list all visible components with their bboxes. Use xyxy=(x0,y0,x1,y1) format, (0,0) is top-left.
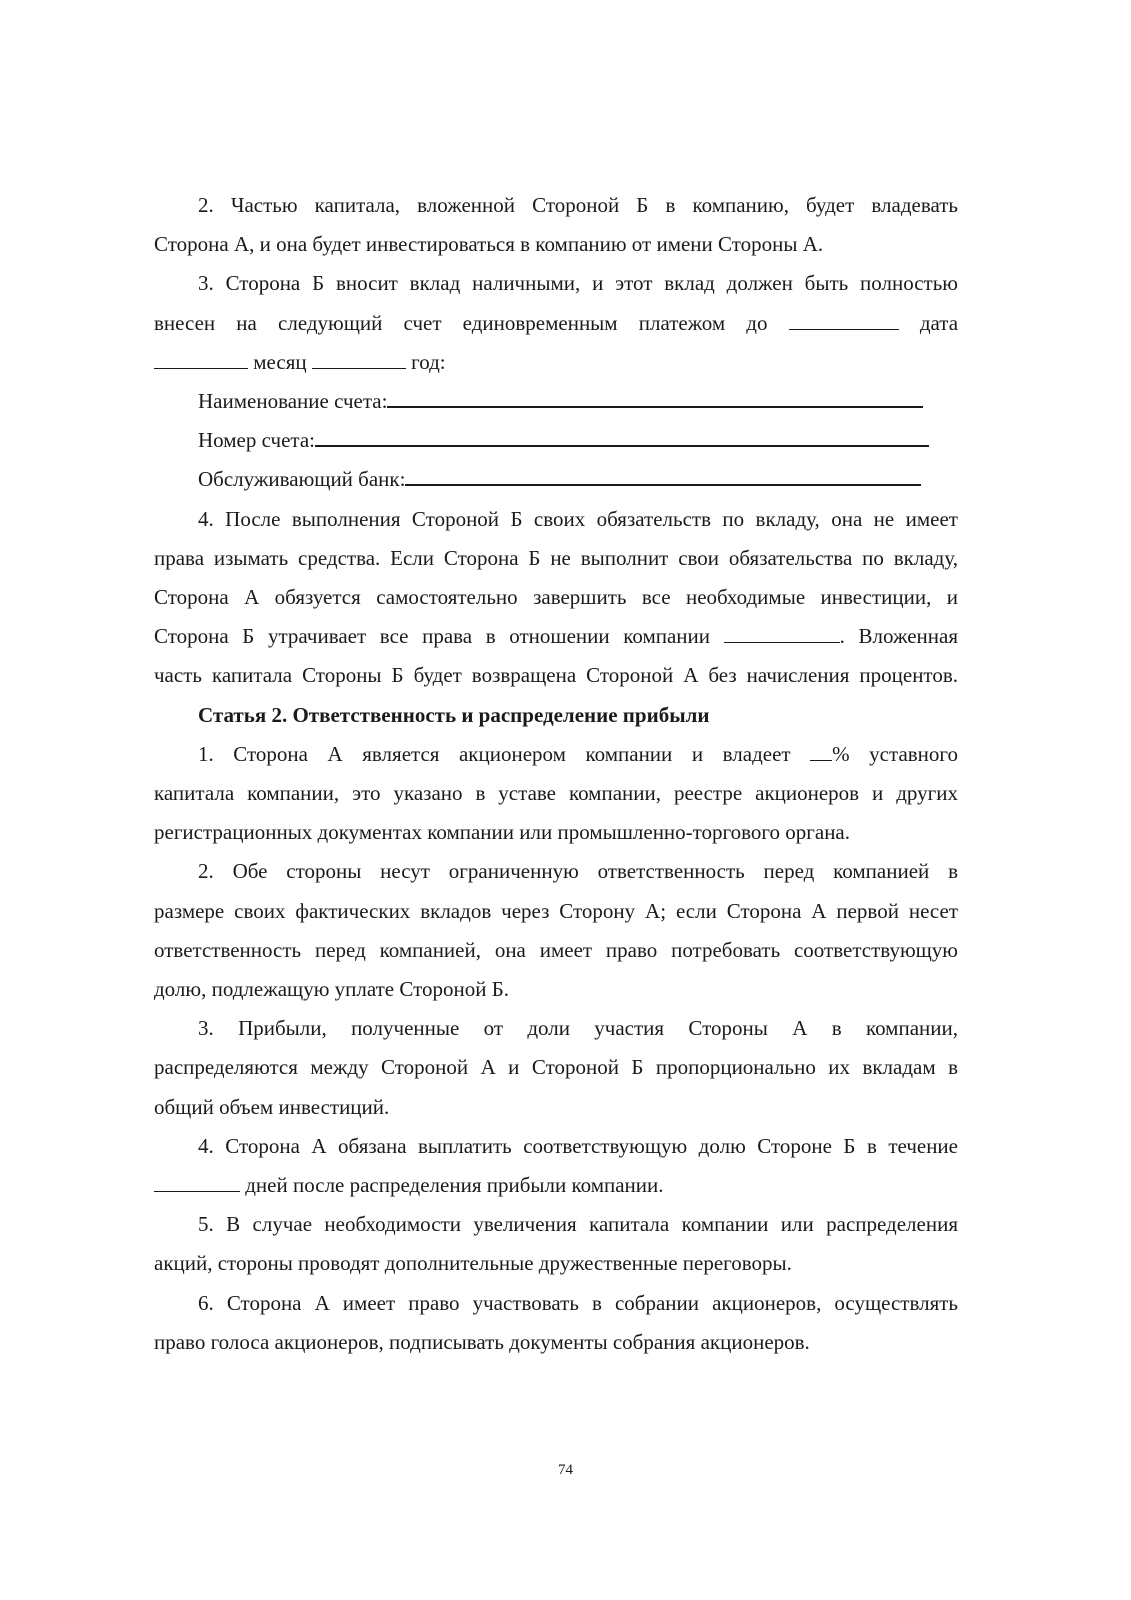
document-body xyxy=(154,186,958,1362)
clause-2-4-line-1: 4. Сторона А обязана выплатить соответствующую долю Стороне Б в течение xyxy=(198,1133,958,1158)
clause-2-2-line-4: долю, подлежащую уплате Стороной Б. xyxy=(154,977,510,1002)
clause-2-1-text: 1. Сторона А является акционером компании и владеет xyxy=(198,741,791,766)
company-name-blank xyxy=(724,622,840,643)
clause-2-2-line-3: ответственность перед компанией, она имеет право потребовать соответствующую xyxy=(154,937,958,962)
clause-1-4-line-3: Сторона А обязуется самостоятельно завершить все необходимые инвестиции, и xyxy=(154,585,958,610)
clause-2-4-text: дней после распределения прибыли компании. xyxy=(245,1173,664,1198)
clause-2-1-line-2: капитала компании, это указано в уставе компании, реестре акционеров и других xyxy=(154,781,958,806)
account-name-blank xyxy=(387,387,923,408)
clause-1-2-line-2: Сторона А, и она будет инвестироваться в компанию от имени Стороны А. xyxy=(154,232,824,257)
share-percent-blank xyxy=(810,740,832,761)
bank-label: Обслуживающий банк: xyxy=(198,467,406,492)
clause-1-4-text: Сторона Б утрачивает все права в отношении компании xyxy=(154,624,711,649)
clause-1-3-text: внесен на следующий счет единовременным платежом до xyxy=(154,310,768,335)
deadline-day-blank xyxy=(789,309,899,330)
clause-2-3-line-3: общий объем инвестиций. xyxy=(154,1094,390,1119)
account-number-label: Номер счета: xyxy=(198,428,315,453)
clause-1-4-text-end: . Вложенная xyxy=(839,624,958,649)
account-number-blank xyxy=(315,426,929,447)
bank-row xyxy=(198,460,958,499)
article-2-heading: Статья 2. Ответственность и распределение прибыли xyxy=(198,702,710,727)
clause-1-3-line-1: 3. Сторона Б вносит вклад наличными, и этот вклад должен быть полностью xyxy=(198,271,958,296)
clause-1-4-line-5: часть капитала Стороны Б будет возвращена Стороной А без начисления процентов. xyxy=(154,663,958,688)
clause-2-5-line-1: 5. В случае необходимости увеличения капитала компании или распределения xyxy=(198,1212,958,1237)
date-blank xyxy=(154,348,248,369)
account-number-row xyxy=(198,421,958,460)
page-number: 74 xyxy=(558,1462,573,1478)
clause-1-3-line-2 xyxy=(154,304,958,343)
clause-1-3-line-3 xyxy=(154,343,958,382)
clause-2-5-line-2: акций, стороны проводят дополнительные дружественные переговоры. xyxy=(154,1251,792,1276)
account-name-row xyxy=(198,382,958,421)
clause-1-4-line-4 xyxy=(154,617,958,656)
account-name-label: Наименование счета: xyxy=(198,389,388,414)
clause-2-3-line-1: 3. Прибыли, полученные от доли участия Стороны А в компании, xyxy=(198,1016,958,1041)
clause-2-1-text-end: % уставного xyxy=(832,741,959,766)
days-blank xyxy=(154,1171,240,1192)
year-label: год: xyxy=(411,349,446,374)
month-blank xyxy=(312,348,406,369)
clause-2-4-line-2 xyxy=(154,1166,958,1205)
clause-1-4-line-1: 4. После выполнения Стороной Б своих обязательств по вкладу, она не имеет xyxy=(198,506,958,531)
clause-2-3-line-2: распределяются между Стороной А и Стороной Б пропорционально их вкладам в xyxy=(154,1055,958,1080)
clause-2-6-line-1: 6. Сторона А имеет право участвовать в собрании акционеров, осуществлять xyxy=(198,1290,958,1315)
clause-2-6-line-2: право голоса акционеров, подписывать документы собрания акционеров. xyxy=(154,1329,810,1354)
date-label: дата xyxy=(919,310,959,335)
clause-2-1-line-1 xyxy=(154,735,958,774)
clause-1-2-line-1: 2. Частью капитала, вложенной Стороной Б в компанию, будет владевать xyxy=(198,193,958,217)
clause-1-4-line-2: права изымать средства. Если Сторона Б не выполнит свои обязательства по вкладу, xyxy=(154,545,958,570)
month-label: месяц xyxy=(253,349,307,374)
clause-2-2-line-2: размере своих фактических вкладов через Сторону А; если Сторона А первой несет xyxy=(154,898,958,923)
bank-blank xyxy=(405,466,921,487)
clause-2-2-line-1: 2. Обе стороны несут ограниченную ответственность перед компанией в xyxy=(198,859,958,884)
clause-2-1-line-3: регистрационных документах компании или промышленно-торгового органа. xyxy=(154,820,851,845)
